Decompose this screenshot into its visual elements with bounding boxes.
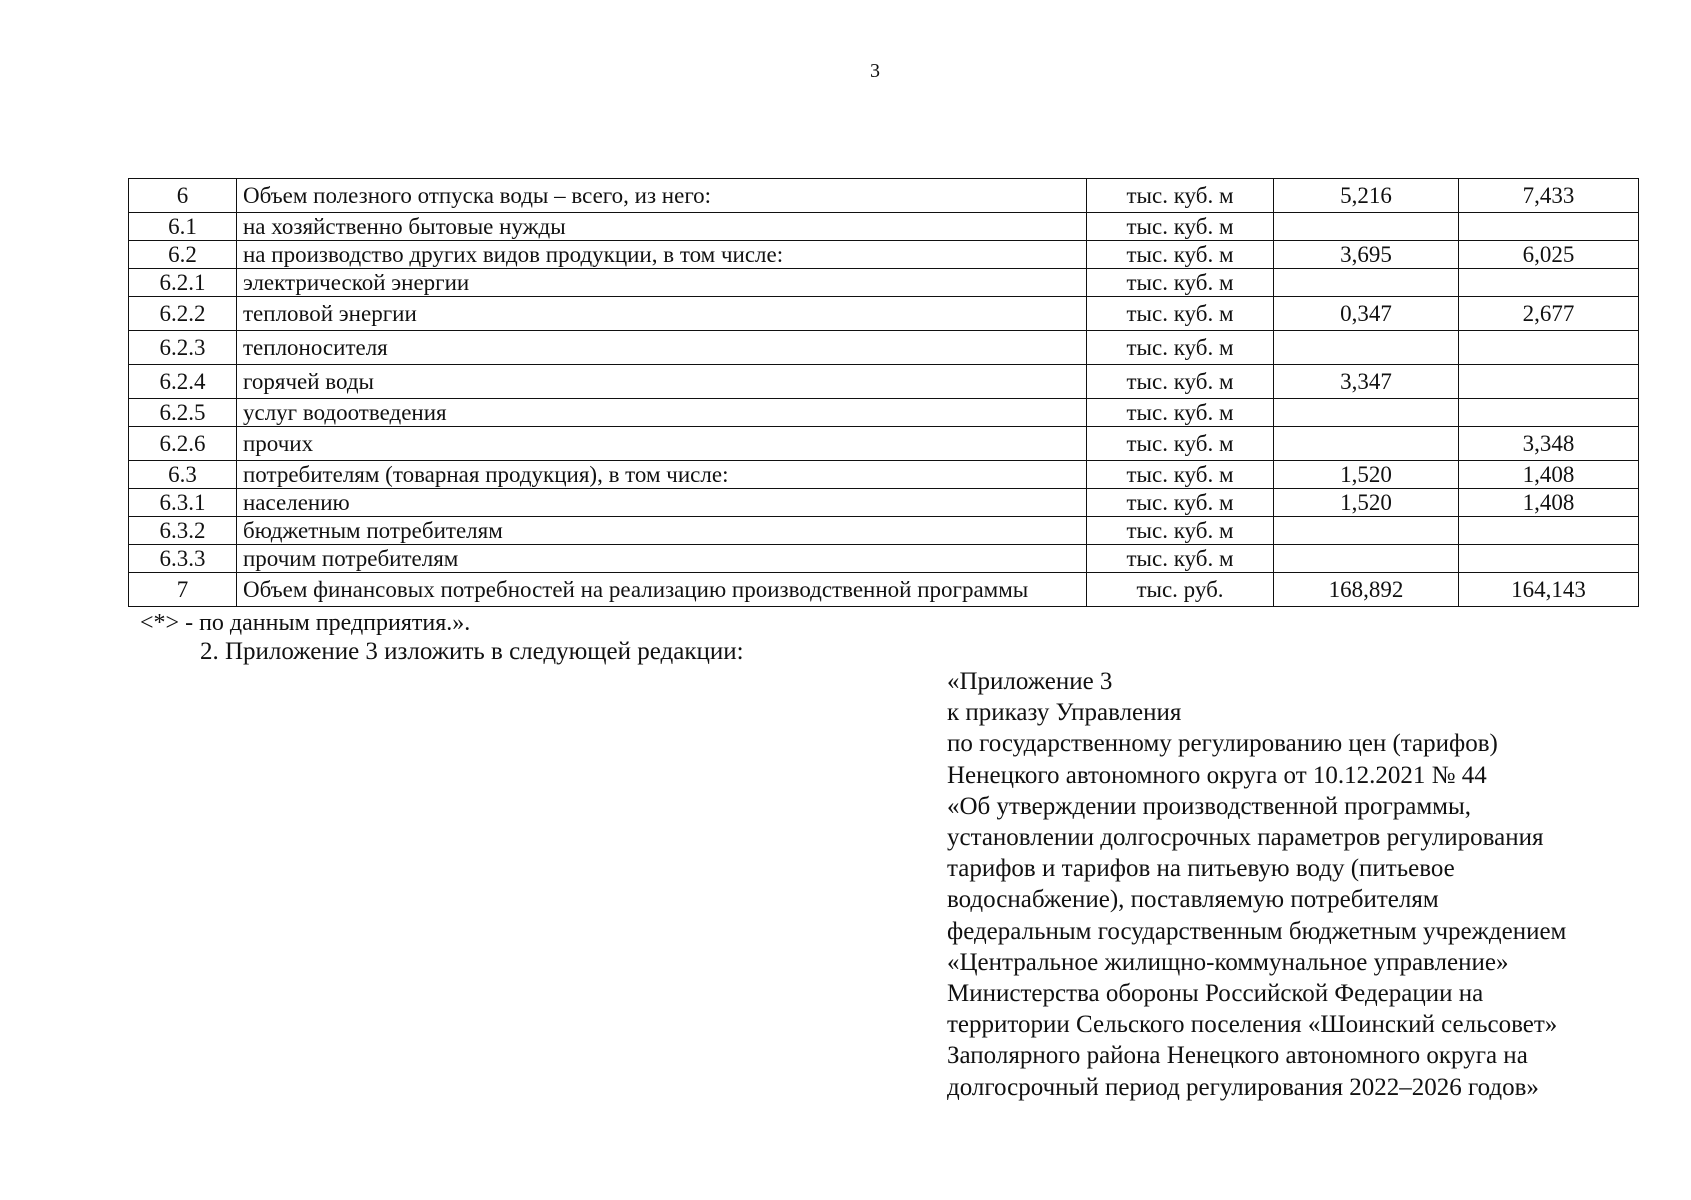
row-unit: тыс. руб. [1087,573,1274,607]
row-number: 6.1 [129,213,237,241]
row-unit: тыс. куб. м [1087,489,1274,517]
row-unit: тыс. куб. м [1087,545,1274,573]
row-value-1 [1274,213,1459,241]
row-number: 6.3.1 [129,489,237,517]
table-row [129,545,1639,573]
row-value-1: 3,347 [1274,365,1459,399]
row-name: горячей воды [237,365,1087,399]
appendix-header [947,666,1647,1103]
row-name: Объем полезного отпуска воды – всего, из него: [237,179,1087,213]
row-name: населению [237,489,1087,517]
table-row [129,427,1639,461]
row-value-2 [1459,213,1639,241]
table-row [129,365,1639,399]
table-row [129,573,1639,607]
appendix-line: «Центральное жилищно-коммунальное управление» [947,948,1509,976]
appendix-line: тарифов и тарифов на питьевую воду (питьевое [947,855,1455,883]
appendix-line: «Приложение 3 [947,668,1113,695]
table-row [129,461,1639,489]
row-value-2 [1459,517,1639,545]
table-row [129,241,1639,269]
row-number: 6.2.5 [129,399,237,427]
row-name: электрической энергии [237,269,1087,297]
row-number: 6.2.1 [129,269,237,297]
appendix-line: Министерства обороны Российской Федерации на [947,980,1484,1008]
row-unit: тыс. куб. м [1087,427,1274,461]
instruction-paragraph: 2. Приложение 3 изложить в следующей редакции: [200,638,744,665]
row-number: 6.2.4 [129,365,237,399]
row-unit: тыс. куб. м [1087,213,1274,241]
row-value-1 [1274,545,1459,573]
row-name: Объем финансовых потребностей на реализацию производственной программы [237,573,1087,607]
row-unit: тыс. куб. м [1087,241,1274,269]
appendix-line: по государственному регулированию цен (тарифов) [947,730,1498,758]
row-name: тепловой энергии [237,297,1087,331]
appendix-line: «Об утверждении производственной программы, [947,792,1472,820]
row-value-1 [1274,399,1459,427]
row-unit: тыс. куб. м [1087,517,1274,545]
row-number: 6.2.2 [129,297,237,331]
row-value-2: 164,143 [1459,573,1639,607]
row-value-2: 1,408 [1459,489,1639,517]
table-row [129,489,1639,517]
row-value-1: 1,520 [1274,489,1459,517]
appendix-line: Заполярного района Ненецкого автономного округа на [947,1042,1528,1070]
row-value-2: 6,025 [1459,241,1639,269]
row-unit: тыс. куб. м [1087,365,1274,399]
row-value-2 [1459,331,1639,365]
row-value-1 [1274,331,1459,365]
table-row [129,517,1639,545]
row-value-2: 7,433 [1459,179,1639,213]
row-name: услуг водоотведения [237,399,1087,427]
appendix-line: территории Сельского поселения «Шоинский сельсовет» [947,1011,1558,1039]
row-value-2 [1459,545,1639,573]
row-value-2: 2,677 [1459,297,1639,331]
row-number: 6.3.3 [129,545,237,573]
row-number: 6.3 [129,461,237,489]
appendix-line: к приказу Управления [947,699,1182,727]
appendix-line: федеральным государственным бюджетным учреждением [947,917,1567,945]
appendix-line: долгосрочный период регулирования 2022–2026 годов» [947,1073,1539,1101]
page-number: 3 [870,60,880,82]
row-number: 7 [129,573,237,607]
table-row [129,213,1639,241]
row-value-1 [1274,427,1459,461]
row-unit: тыс. куб. м [1087,179,1274,213]
row-value-2: 1,408 [1459,461,1639,489]
row-name: бюджетным потребителям [237,517,1087,545]
row-number: 6 [129,179,237,213]
row-value-1: 168,892 [1274,573,1459,607]
row-name: на хозяйственно бытовые нужды [237,213,1087,241]
footnote: <*> - по данным предприятия.». [140,610,471,636]
row-name: теплоносителя [237,331,1087,365]
row-value-1: 1,520 [1274,461,1459,489]
row-number: 6.2.6 [129,427,237,461]
row-value-1: 0,347 [1274,297,1459,331]
row-value-2 [1459,365,1639,399]
row-unit: тыс. куб. м [1087,269,1274,297]
row-value-2 [1459,399,1639,427]
table-row [129,269,1639,297]
row-number: 6.2.3 [129,331,237,365]
row-unit: тыс. куб. м [1087,331,1274,365]
row-unit: тыс. куб. м [1087,461,1274,489]
row-number: 6.3.2 [129,517,237,545]
table-row [129,179,1639,213]
row-number: 6.2 [129,241,237,269]
table-row [129,297,1639,331]
appendix-line: водоснабжение), поставляемую потребителям [947,886,1439,914]
row-value-1 [1274,269,1459,297]
appendix-line: Ненецкого автономного округа от 10.12.2021 № 44 [947,761,1487,789]
row-value-2 [1459,269,1639,297]
data-table [128,178,1639,607]
row-value-1: 5,216 [1274,179,1459,213]
row-unit: тыс. куб. м [1087,399,1274,427]
row-unit: тыс. куб. м [1087,297,1274,331]
row-value-1 [1274,517,1459,545]
row-name: прочих [237,427,1087,461]
appendix-line: установлении долгосрочных параметров регулирования [947,824,1544,852]
row-name: на производство других видов продукции, в том числе: [237,241,1087,269]
row-value-1: 3,695 [1274,241,1459,269]
table-row [129,399,1639,427]
row-value-2: 3,348 [1459,427,1639,461]
row-name: прочим потребителям [237,545,1087,573]
table-row [129,331,1639,365]
row-name: потребителям (товарная продукция), в том числе: [237,461,1087,489]
